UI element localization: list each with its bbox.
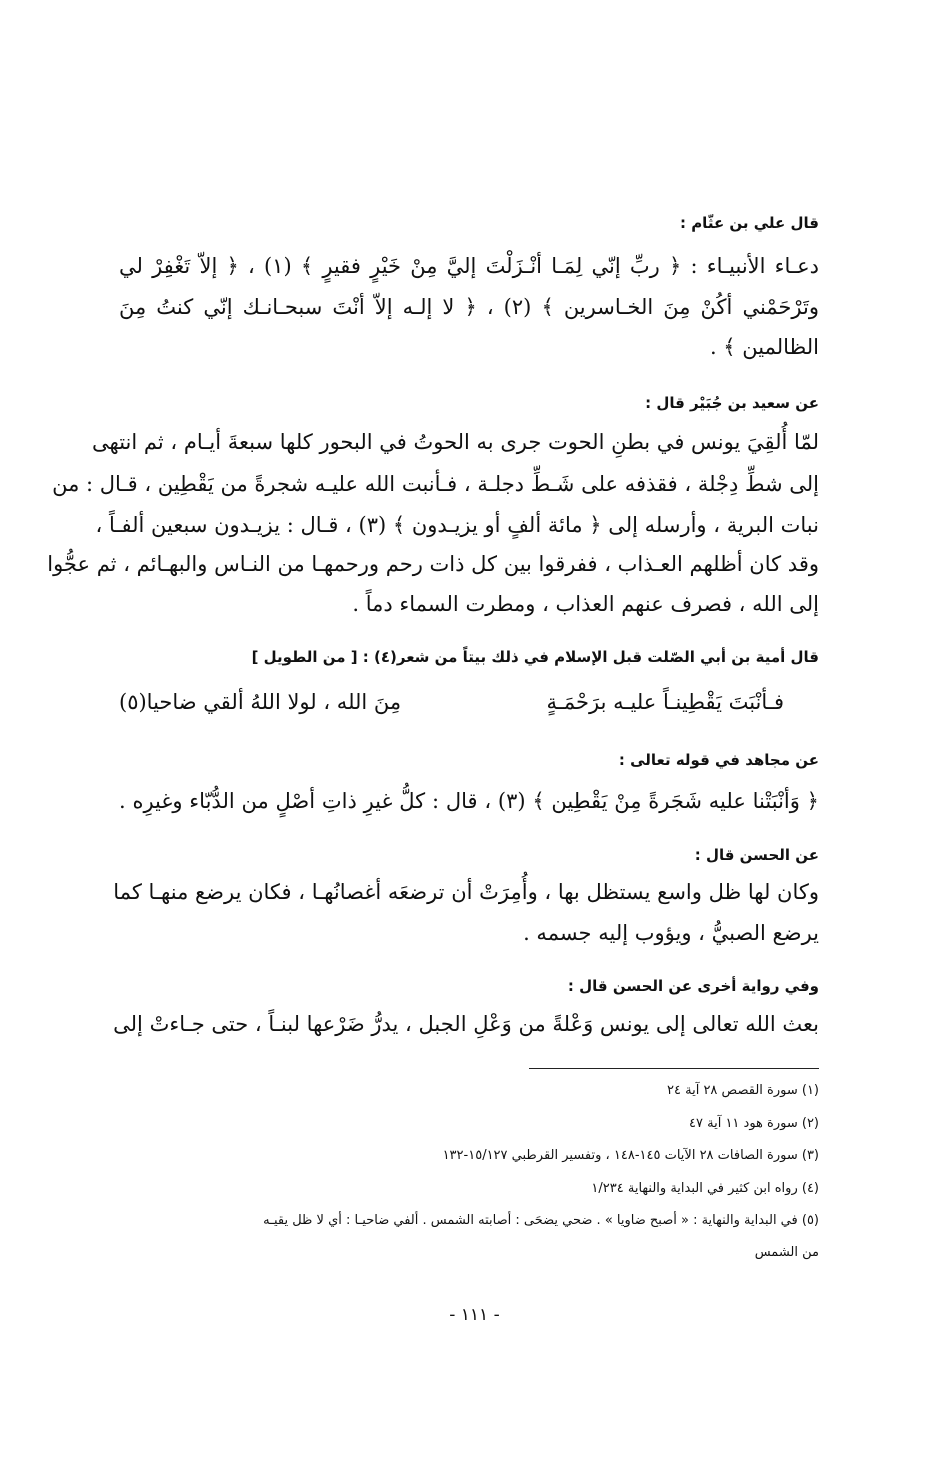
footnote: (١) سورة القصص ٢٨ آية ٢٤: [667, 1083, 819, 1098]
section-heading: قال علي بن عثّام :: [679, 214, 819, 232]
verse-second-hemistich: مِنَ الله ، لولا اللهُ ألقي ضاحيا(٥): [119, 690, 402, 714]
section-heading: عن الحسن قال :: [694, 846, 819, 864]
body-line: وتَرْحَمْني أكُنْ مِنَ الخـاسرين ﴾ (٢) ، ﴿ لا إلـه إلاّ أنْتَ سبحـانـك إنّي كنتُ مِنَ: [119, 295, 819, 319]
body-line: وكان لها ظل واسع يستظل بها ، وأُمِرَتْ أن ترضعَه أغصانُهـا ، فكان يرضع منهـا كما: [113, 880, 819, 904]
verse-first-hemistich: فـأنْبَتَ يَقْطِينـاً عليـه برَحْمَـةٍ: [546, 690, 784, 714]
body-line: إلى الله ، فصرف عنهم العذاب ، ومطرت السماء دماً .: [352, 592, 819, 616]
body-line: يرضع الصبيُّ ، ويؤوب إليه جسمه .: [523, 921, 819, 945]
body-line: نبات البرية ، وأرسله إلى ﴿ مائة ألفٍ أو يزيـدون ﴾ (٣) ، قـال : يزيـدون سبعين ألفـاً ،: [95, 513, 819, 537]
footnote-divider: [529, 1068, 819, 1069]
section-heading: قال أمية بن أبي الصّلت قبل الإسلام في ذلك بيتاً من شعر(٤) : [ من الطويل ]: [251, 648, 819, 666]
body-line: ﴿ وَأنْبَتْنا عليه شَجَرةً مِنْ يَقْطِين ﴾ (٣) ، قال : كلُّ غيرِ ذاتِ أصْلٍ من الدُّبّاء وغيرِه .: [119, 789, 819, 813]
section-heading: وفي رواية أخرى عن الحسن قال :: [567, 977, 819, 995]
body-line: وقد كان أظلهم العـذاب ، ففرقوا بين كل ذات رحم ورحمهـا من النـاس والبهـائم ، ثم عجُّوا: [47, 552, 819, 576]
footnote: (٥) في البداية والنهاية : « أصبح ضاويا » . ضحي يضحَى : أصابته الشمس . ألفي ضاحيـا : أي لا ظل يقيـه: [263, 1213, 819, 1228]
footnote: (٤) رواه ابن كثير في البداية والنهاية ١/٢٣٤: [591, 1181, 819, 1196]
section-heading: عن سعيد بن جُبَيْر قال :: [645, 394, 819, 412]
footnote: (٢) سورة هود ١١ آية ٤٧: [689, 1116, 819, 1131]
footnote: (٣) سورة الصافات ٢٨ الآيات ١٤٥-١٤٨ ، وتفسير القرطبي ١٥/١٢٧-١٣٢: [442, 1148, 819, 1163]
poetry-verse: [119, 690, 819, 720]
body-line: لمّا أُلقِيَ يونس في بطنِ الحوت جرى به الحوتُ في البحور كلها سبعةَ أيـام ، ثم انتهى: [92, 430, 819, 454]
page-number: - ١١١ -: [449, 1305, 500, 1325]
body-line: بعث الله تعالى إلى يونس وَعْلةً من وَعْلِ الجبل ، يدرُّ ضَرْعها لبنـاً ، حتى جـاءتْ إلى: [113, 1012, 819, 1036]
footnote: من الشمس: [754, 1245, 819, 1260]
body-line: دعـاء الأنبيـاء : ﴿ ربِّ إنّي لِمَـا أنْـزَلْتَ إليَّ مِنْ خَيْرٍ فقيرٍ ﴾ (١) ، ﴿ إلاّ تَغْفِرْ لي: [119, 254, 819, 278]
body-line: إلى شطِّ دِجْلة ، فقذفه على شَـطِّ دجلـة ، فـأنبت الله عليـه شجرةً من يَقْطِين ، قـال : من: [52, 472, 819, 496]
body-line: الظالمين ﴾ .: [709, 335, 819, 359]
section-heading: عن مجاهد في قوله تعالى :: [618, 751, 819, 769]
